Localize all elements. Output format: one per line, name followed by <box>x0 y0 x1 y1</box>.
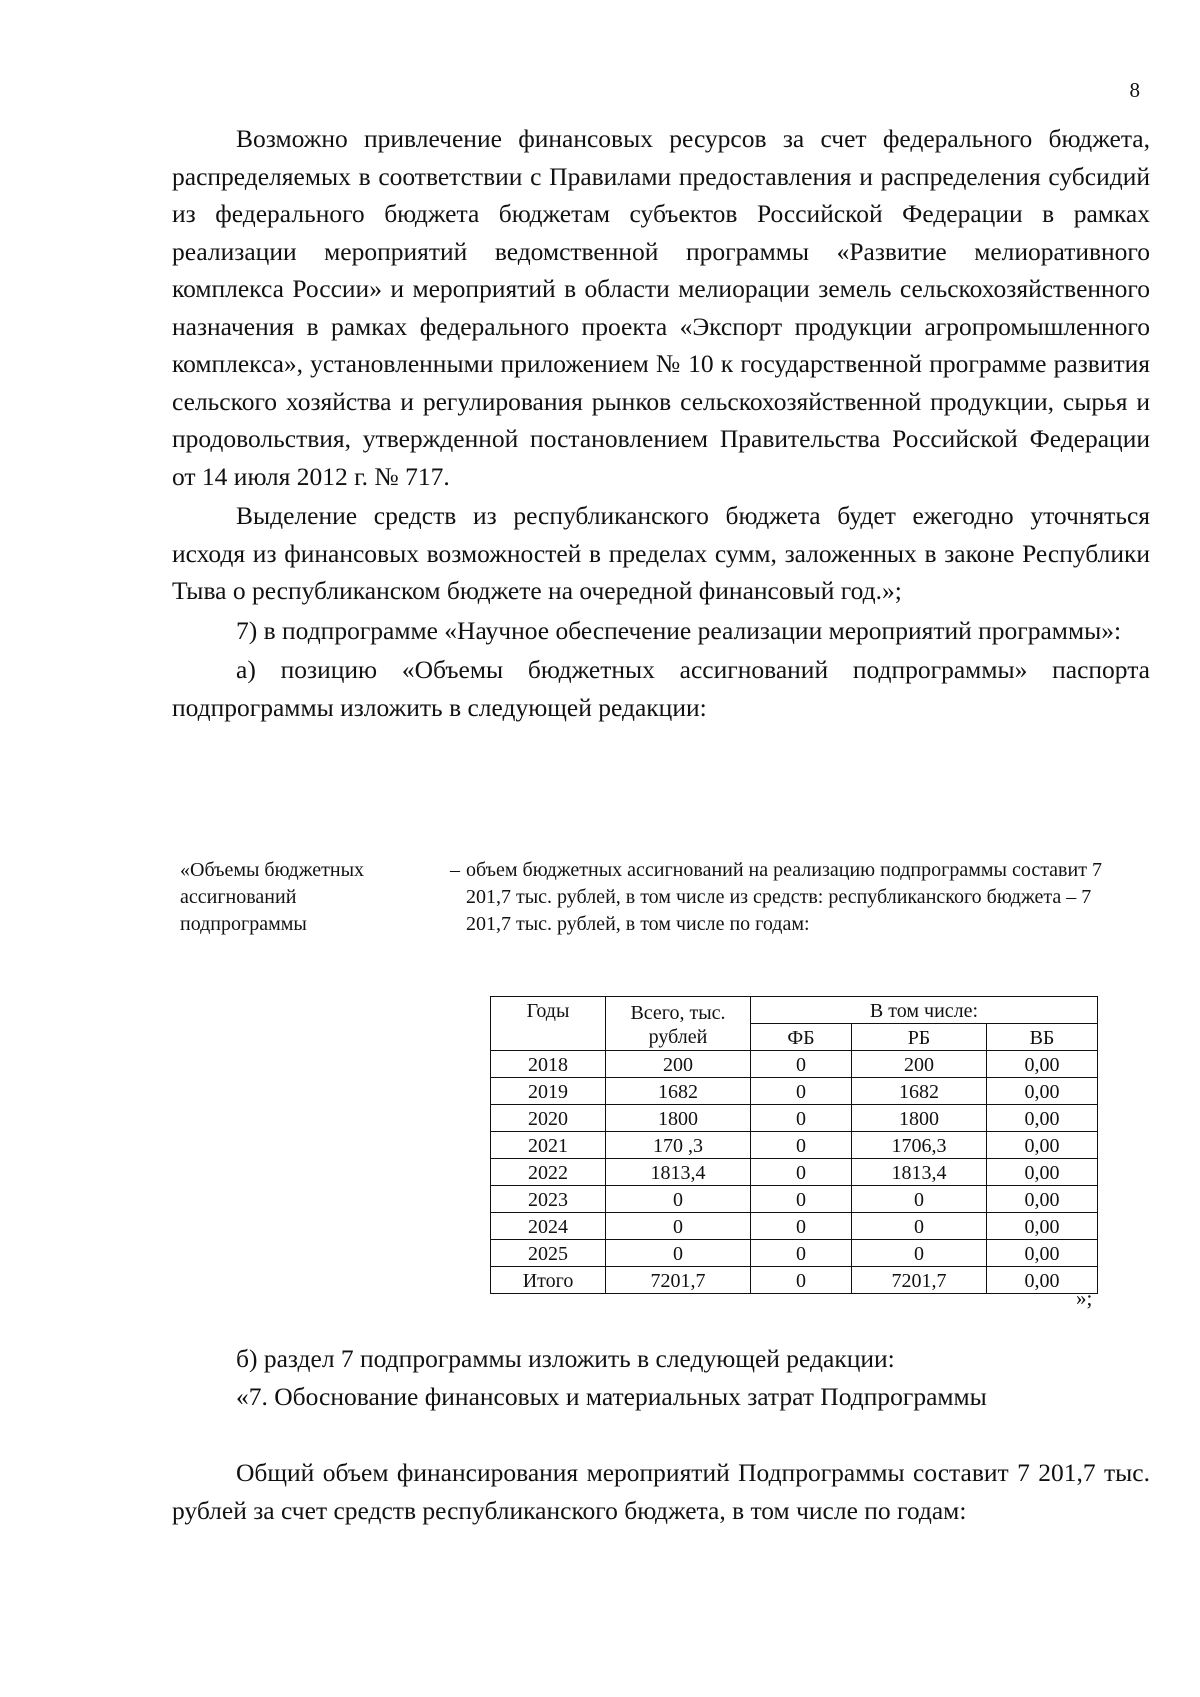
cell-year: 2021 <box>491 1132 606 1159</box>
section-7-title: «7. Обоснование финансовых и материальных затрат Подпрограммы <box>236 1382 987 1411</box>
header-total: Всего, тыс. рублей <box>606 997 751 1051</box>
cell-fb: 0 <box>751 1051 852 1078</box>
cell-vb: 0,00 <box>987 1159 1098 1186</box>
passport-dash: – <box>450 859 460 881</box>
cell-year: 2022 <box>491 1159 606 1186</box>
table-row <box>491 1051 1098 1078</box>
header-years: Годы <box>491 997 606 1051</box>
body-text <box>172 120 1150 726</box>
header-fb: ФБ <box>751 1024 852 1051</box>
cell-year: 2025 <box>491 1240 606 1267</box>
cell-total: 1682 <box>606 1078 751 1105</box>
cell-vb: 0,00 <box>987 1267 1098 1294</box>
table-row <box>491 1213 1098 1240</box>
cell-fb: 0 <box>751 1105 852 1132</box>
cell-vb: 0,00 <box>987 1240 1098 1267</box>
table-row <box>491 1186 1098 1213</box>
cell-fb: 0 <box>751 1213 852 1240</box>
cell-year: 2024 <box>491 1213 606 1240</box>
table-row <box>491 1159 1098 1186</box>
funding-table <box>490 996 1098 1294</box>
cell-year: 2020 <box>491 1105 606 1132</box>
cell-fb: 0 <box>751 1159 852 1186</box>
cell-rb: 0 <box>852 1240 987 1267</box>
cell-total: 1800 <box>606 1105 751 1132</box>
cell-year: 2018 <box>491 1051 606 1078</box>
cell-rb: 1813,4 <box>852 1159 987 1186</box>
closing-quote: »; <box>1076 1286 1093 1310</box>
cell-year: Итого <box>491 1267 606 1294</box>
page-number: 8 <box>1129 78 1140 102</box>
table-total-row <box>491 1267 1098 1294</box>
cell-fb: 0 <box>751 1240 852 1267</box>
cell-fb: 0 <box>751 1132 852 1159</box>
cell-total: 7201,7 <box>606 1267 751 1294</box>
paragraph-total-financing: Общий объем финансирования мероприятий Подпрограммы составит 7 201,7 тыс. рублей за счет средств республиканского бюджета, в том числе по годам: <box>172 1458 1150 1525</box>
cell-rb: 0 <box>852 1213 987 1240</box>
cell-total: 200 <box>606 1051 751 1078</box>
cell-total: 0 <box>606 1213 751 1240</box>
cell-rb: 1682 <box>852 1078 987 1105</box>
cell-rb: 200 <box>852 1051 987 1078</box>
cell-vb: 0,00 <box>987 1213 1098 1240</box>
cell-total: 1813,4 <box>606 1159 751 1186</box>
cell-rb: 7201,7 <box>852 1267 987 1294</box>
cell-total: 170 ,3 <box>606 1132 751 1159</box>
table-header-row <box>491 997 1098 1024</box>
table-row <box>491 1240 1098 1267</box>
cell-vb: 0,00 <box>987 1078 1098 1105</box>
passport-label: «Объемы бюджетных ассигнований подпрограммы <box>180 859 365 935</box>
cell-vb: 0,00 <box>987 1105 1098 1132</box>
cell-rb: 1706,3 <box>852 1132 987 1159</box>
cell-rb: 0 <box>852 1186 987 1213</box>
passport-value: объем бюджетных ассигнований на реализацию подпрограммы составит 7 201,7 тыс. рублей, в том числе из средств: республиканского бюджета – 7 201,7 тыс. рублей, в том числе по годам: <box>466 859 1102 935</box>
table-row <box>491 1132 1098 1159</box>
cell-total: 0 <box>606 1240 751 1267</box>
paragraph-subprogram-7: 7) в подпрограмме «Научное обеспечение реализации мероприятий программы»: <box>236 615 1122 645</box>
cell-vb: 0,00 <box>987 1132 1098 1159</box>
cell-rb: 1800 <box>852 1105 987 1132</box>
after-text <box>172 1340 1150 1530</box>
paragraph-item-b: б) раздел 7 подпрограммы изложить в следующей редакции: <box>236 1344 895 1373</box>
cell-vb: 0,00 <box>987 1051 1098 1078</box>
cell-vb: 0,00 <box>987 1186 1098 1213</box>
cell-total: 0 <box>606 1186 751 1213</box>
table-row <box>491 1105 1098 1132</box>
cell-fb: 0 <box>751 1267 852 1294</box>
table-row <box>491 1078 1098 1105</box>
cell-fb: 0 <box>751 1186 852 1213</box>
paragraph-republic-budget: Выделение средств из республиканского бюджета будет ежегодно уточняться исходя из финансовых возможностей в пределах сумм, заложенных в законе Республики Тыва о республиканском бюджете на очередной финансовый год.»; <box>172 501 1150 605</box>
cell-year: 2019 <box>491 1078 606 1105</box>
paragraph-federal-funding: Возможно привлечение финансовых ресурсов за счет федерального бюджета, распределяемых в соответствии с Правилами предоставления и распределения субсидий из федерального бюджета бюджетам субъектов Российской Федерации в рамках реализации мероприятий ведомственной программы «Развитие мелиоративного комплекса России» и мероприятий в области мелиорации земель сельскохозяйственного назначения в рамках федерального проекта «Экспорт продукции агропромышленного комплекса», установленными приложением № 10 к государственной программе развития сельского хозяйства и регулирования рынков сельскохозяйственной продукции, сырья и продовольствия, утвержденной постановлением Правительства Российской Федерации от 14 июля 2012 г. № 717. <box>172 124 1150 491</box>
header-vb: ВБ <box>987 1024 1098 1051</box>
cell-year: 2023 <box>491 1186 606 1213</box>
header-rb: РБ <box>852 1024 987 1051</box>
paragraph-item-a: а) позицию «Объемы бюджетных ассигнований подпрограммы» паспорта подпрограммы изложить в следующей редакции: <box>172 655 1150 722</box>
cell-fb: 0 <box>751 1078 852 1105</box>
header-including: В том числе: <box>751 997 1098 1024</box>
